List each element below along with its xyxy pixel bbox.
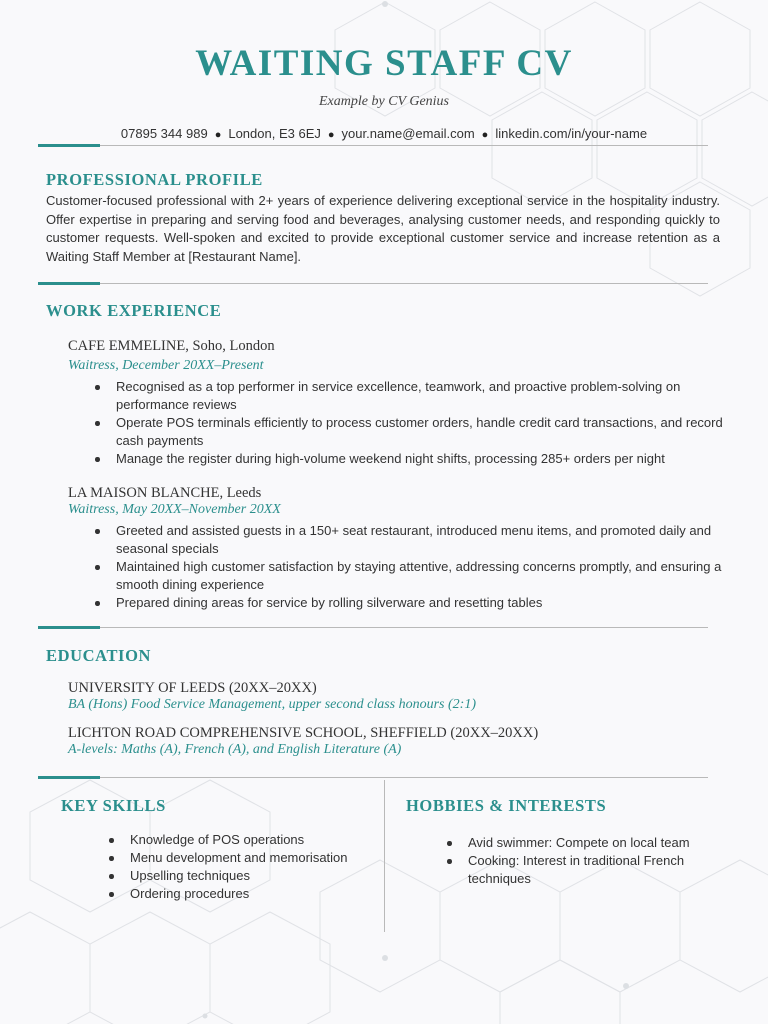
- skills-heading: KEY SKILLS: [61, 796, 166, 815]
- bullet-separator-icon: ●: [214, 129, 222, 141]
- education-detail: A-levels: Maths (A), French (A), and English Literature (A): [68, 742, 402, 757]
- list-item: Ordering procedures: [106, 885, 384, 903]
- list-item: Recognised as a top performer in service excellence, teamwork, and proactive problem-solving on performance reviews: [92, 378, 724, 414]
- hobbies-list: [444, 834, 694, 888]
- list-item: Menu development and memorisation: [106, 849, 384, 867]
- section-divider: [38, 145, 708, 146]
- divider-accent: [38, 144, 100, 147]
- section-divider: [38, 627, 708, 628]
- job-employer: CAFE EMMELINE, Soho, London: [68, 338, 275, 354]
- list-item: Greeted and assisted guests in a 150+ seat restaurant, introduced menu items, and promoted daily and seasonal specials: [92, 522, 724, 558]
- education-heading: EDUCATION: [46, 646, 152, 665]
- list-item: Operate POS terminals efficiently to process customer orders, handle credit card transactions, and record cash payments: [92, 414, 724, 450]
- experience-heading: WORK EXPERIENCE: [46, 301, 222, 320]
- list-item: Knowledge of POS operations: [106, 831, 384, 849]
- job-bullets: [92, 522, 724, 612]
- list-item: Manage the register during high-volume weekend night shifts, processing 285+ orders per night: [92, 450, 724, 468]
- job-employer: LA MAISON BLANCHE, Leeds: [68, 485, 262, 501]
- education-school: UNIVERSITY OF LEEDS (20XX–20XX): [68, 680, 317, 696]
- contact-line: [0, 126, 768, 141]
- phone-number: 07895 344 989: [120, 126, 208, 141]
- divider-accent: [38, 282, 100, 285]
- profile-heading: PROFESSIONAL PROFILE: [46, 170, 263, 189]
- section-divider: [38, 283, 708, 284]
- list-item: Prepared dining areas for service by rolling silverware and resetting tables: [92, 594, 724, 612]
- location: London, E3 6EJ: [228, 126, 321, 141]
- job-role: Waitress, May 20XX–November 20XX: [68, 502, 281, 517]
- hobbies-heading: HOBBIES & INTERESTS: [406, 796, 607, 815]
- cv-subtitle: Example by CV Genius: [319, 94, 449, 109]
- job-bullets: [92, 378, 724, 468]
- email-address: your.name@email.com: [341, 126, 475, 141]
- linkedin-url: linkedin.com/in/your-name: [495, 126, 648, 141]
- list-item: Maintained high customer satisfaction by staying attentive, addressing concerns promptly, and ensuring a smooth dining experience: [92, 558, 724, 594]
- profile-text: Customer-focused professional with 2+ years of experience delivering exceptional service in the hospitality industry. Offer expertise in preparing and serving food and beverages, analysing customer needs, and responding quickly to customer requests. Well-spoken and excited to provide exceptional customer service and increase retention as a Waiting Staff Member at [Restaurant Name].: [46, 193, 720, 264]
- list-item: Upselling techniques: [106, 867, 384, 885]
- section-divider: [38, 777, 708, 778]
- bullet-separator-icon: ●: [481, 129, 489, 141]
- divider-accent: [38, 776, 100, 779]
- divider-accent: [38, 626, 100, 629]
- list-item: Avid swimmer: Compete on local team: [444, 834, 694, 852]
- column-divider: [384, 780, 385, 932]
- skills-list: [106, 831, 384, 903]
- bullet-separator-icon: ●: [327, 129, 335, 141]
- cv-title: WAITING STAFF CV: [195, 43, 573, 84]
- list-item: Cooking: Interest in traditional French techniques: [444, 852, 694, 888]
- job-role: Waitress, December 20XX–Present: [68, 358, 264, 373]
- education-school: LICHTON ROAD COMPREHENSIVE SCHOOL, SHEFFIELD (20XX–20XX): [68, 725, 539, 741]
- education-detail: BA (Hons) Food Service Management, upper second class honours (2:1): [68, 697, 476, 712]
